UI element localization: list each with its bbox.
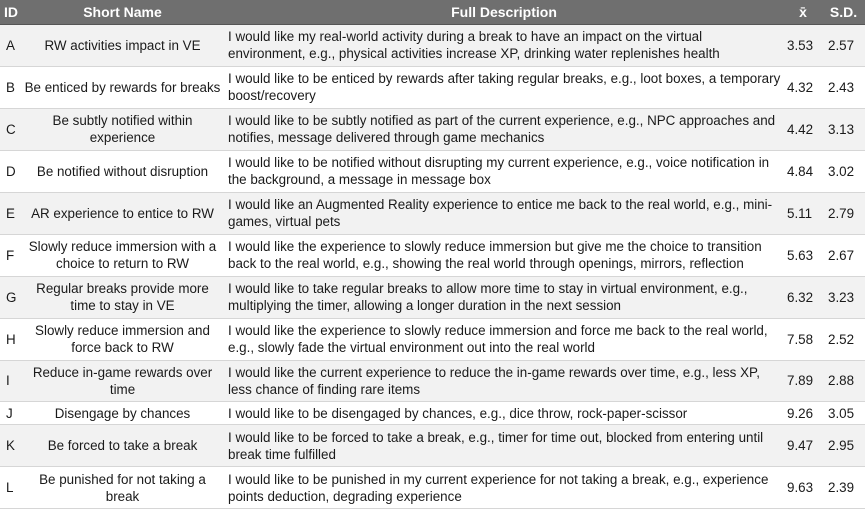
table-body bbox=[0, 25, 865, 509]
cell-id: H bbox=[0, 318, 21, 360]
cell-short-name: Be notified without disruption bbox=[21, 150, 224, 192]
cell-id: L bbox=[0, 467, 21, 509]
cell-sd: 2.43 bbox=[822, 66, 865, 108]
header-sd: S.D. bbox=[822, 0, 865, 25]
cell-short-name: Reduce in-game rewards over time bbox=[21, 360, 224, 402]
table-row bbox=[0, 425, 865, 467]
cell-description: I would like to be enticed by rewards after taking regular breaks, e.g., loot boxes, a temporary boost/recovery bbox=[224, 66, 784, 108]
cell-mean: 3.53 bbox=[784, 25, 822, 67]
header-row bbox=[0, 0, 865, 25]
cell-mean: 7.89 bbox=[784, 360, 822, 402]
cell-description: I would like to be subtly notified as part of the current experience, e.g., NPC approaches and notifies, message delivered through game mechanics bbox=[224, 108, 784, 150]
cell-description: I would like to be forced to take a break, e.g., timer for time out, blocked from entering until break time fulfilled bbox=[224, 425, 784, 467]
cell-id: D bbox=[0, 150, 21, 192]
cell-id: F bbox=[0, 234, 21, 276]
cell-description: I would like the experience to slowly reduce immersion but give me the choice to transition back to the real world, e.g., showing the real world through openings, mirrors, reflection bbox=[224, 234, 784, 276]
cell-short-name: Slowly reduce immersion with a choice to return to RW bbox=[21, 234, 224, 276]
cell-sd: 2.79 bbox=[822, 192, 865, 234]
table-row bbox=[0, 192, 865, 234]
cell-sd: 3.23 bbox=[822, 276, 865, 318]
cell-sd: 2.67 bbox=[822, 234, 865, 276]
cell-sd: 3.05 bbox=[822, 402, 865, 425]
cell-short-name: AR experience to entice to RW bbox=[21, 192, 224, 234]
cell-short-name: Slowly reduce immersion and force back to RW bbox=[21, 318, 224, 360]
table-row bbox=[0, 276, 865, 318]
header-full-description: Full Description bbox=[224, 0, 784, 25]
header-mean: x̄ bbox=[784, 0, 822, 25]
cell-mean: 9.63 bbox=[784, 467, 822, 509]
table-row bbox=[0, 150, 865, 192]
cell-short-name: Regular breaks provide more time to stay in VE bbox=[21, 276, 224, 318]
cell-description: I would like to be punished in my current experience for not taking a break, e.g., experience points deduction, degrading experience bbox=[224, 467, 784, 509]
cell-mean: 9.47 bbox=[784, 425, 822, 467]
cell-id: J bbox=[0, 402, 21, 425]
cell-sd: 2.52 bbox=[822, 318, 865, 360]
cell-description: I would like to be notified without disrupting my current experience, e.g., voice notification in the background, a message in message box bbox=[224, 150, 784, 192]
table-header bbox=[0, 0, 865, 25]
cell-id: B bbox=[0, 66, 21, 108]
cell-short-name: Be enticed by rewards for breaks bbox=[21, 66, 224, 108]
cell-sd: 2.95 bbox=[822, 425, 865, 467]
cell-mean: 4.42 bbox=[784, 108, 822, 150]
cell-id: K bbox=[0, 425, 21, 467]
cell-sd: 2.39 bbox=[822, 467, 865, 509]
cell-short-name: Be forced to take a break bbox=[21, 425, 224, 467]
cell-id: G bbox=[0, 276, 21, 318]
cell-short-name: Disengage by chances bbox=[21, 402, 224, 425]
cell-sd: 3.13 bbox=[822, 108, 865, 150]
table-row bbox=[0, 234, 865, 276]
cell-mean: 7.58 bbox=[784, 318, 822, 360]
cell-id: E bbox=[0, 192, 21, 234]
cell-id: C bbox=[0, 108, 21, 150]
cell-mean: 6.32 bbox=[784, 276, 822, 318]
cell-id: I bbox=[0, 360, 21, 402]
table-row bbox=[0, 66, 865, 108]
table-row bbox=[0, 360, 865, 402]
cell-id: A bbox=[0, 25, 21, 67]
cell-description: I would like the current experience to reduce the in-game rewards over time, e.g., less XP, less chance of finding rare items bbox=[224, 360, 784, 402]
table-row bbox=[0, 25, 865, 67]
cell-mean: 5.11 bbox=[784, 192, 822, 234]
cell-short-name: Be subtly notified within experience bbox=[21, 108, 224, 150]
cell-mean: 4.84 bbox=[784, 150, 822, 192]
cell-description: I would like to take regular breaks to allow more time to stay in virtual environment, e.g., multiplying the timer, allowing a longer duration in the next session bbox=[224, 276, 784, 318]
table-row bbox=[0, 402, 865, 425]
cell-sd: 2.57 bbox=[822, 25, 865, 67]
header-id: ID bbox=[0, 0, 21, 25]
cell-description: I would like to be disengaged by chances, e.g., dice throw, rock-paper-scissor bbox=[224, 402, 784, 425]
cell-short-name: RW activities impact in VE bbox=[21, 25, 224, 67]
cell-short-name: Be punished for not taking a break bbox=[21, 467, 224, 509]
table-row bbox=[0, 108, 865, 150]
cell-sd: 3.02 bbox=[822, 150, 865, 192]
table-row bbox=[0, 318, 865, 360]
table-row bbox=[0, 467, 865, 509]
cell-description: I would like the experience to slowly reduce immersion and force me back to the real world, e.g., slowly fade the virtual environment out into the real world bbox=[224, 318, 784, 360]
cell-description: I would like my real-world activity during a break to have an impact on the virtual environment, e.g., physical activities increase XP, drinking water replenishes health bbox=[224, 25, 784, 67]
cell-mean: 5.63 bbox=[784, 234, 822, 276]
cell-description: I would like an Augmented Reality experience to entice me back to the real world, e.g., mini-games, virtual pets bbox=[224, 192, 784, 234]
cell-mean: 4.32 bbox=[784, 66, 822, 108]
cell-mean: 9.26 bbox=[784, 402, 822, 425]
cell-sd: 2.88 bbox=[822, 360, 865, 402]
header-short-name: Short Name bbox=[21, 0, 224, 25]
